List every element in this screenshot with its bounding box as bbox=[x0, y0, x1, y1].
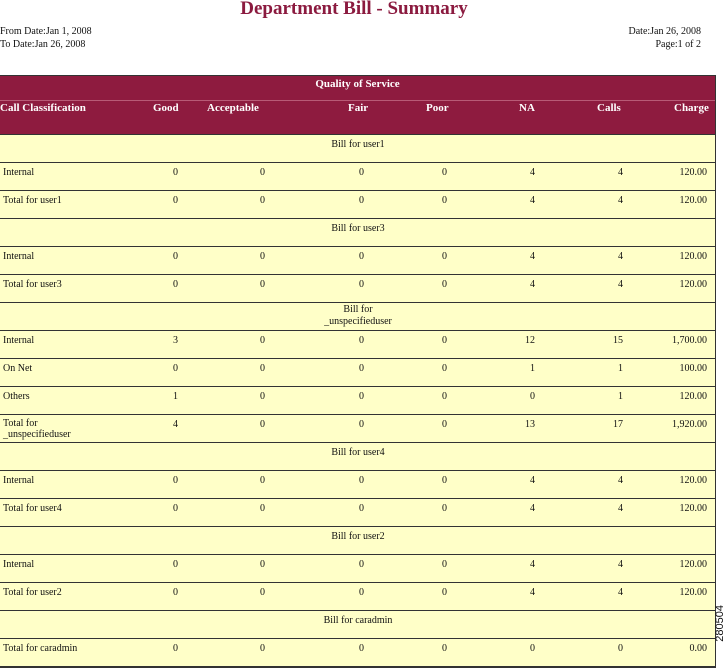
table-row bbox=[0, 163, 715, 191]
table-row bbox=[0, 191, 715, 219]
row-label: On Net bbox=[3, 363, 33, 374]
cell-charge: 1,700.00 bbox=[672, 335, 707, 346]
cell-calls: 1 bbox=[618, 391, 623, 402]
cell-calls: 4 bbox=[618, 559, 623, 570]
column-header-charge: Charge bbox=[674, 102, 709, 114]
cell-calls: 4 bbox=[618, 167, 623, 178]
group-header bbox=[0, 219, 715, 247]
table-row bbox=[0, 583, 715, 611]
cell-poor: 0 bbox=[442, 475, 447, 486]
cell-good: 4 bbox=[173, 419, 178, 430]
cell-good: 1 bbox=[173, 391, 178, 402]
cell-fair: 0 bbox=[359, 419, 364, 430]
date-range bbox=[0, 25, 92, 51]
row-label: Total for user1 bbox=[3, 195, 62, 206]
cell-poor: 0 bbox=[442, 251, 447, 262]
cell-calls: 0 bbox=[618, 643, 623, 654]
row-label: Others bbox=[3, 391, 30, 402]
cell-fair: 0 bbox=[359, 335, 364, 346]
group-header bbox=[0, 135, 715, 163]
cell-fair: 0 bbox=[359, 587, 364, 598]
cell-charge: 1,920.00 bbox=[672, 419, 707, 430]
cell-na: 1 bbox=[530, 363, 535, 374]
cell-charge: 120.00 bbox=[679, 559, 707, 570]
row-label: Internal bbox=[3, 335, 35, 346]
cell-acceptable: 0 bbox=[260, 363, 265, 374]
cell-good: 0 bbox=[173, 643, 178, 654]
cell-charge: 120.00 bbox=[679, 587, 707, 598]
row-label: Total for _unspecifieduser bbox=[3, 418, 71, 440]
column-header-fair: Fair bbox=[348, 102, 369, 114]
page-indicator: Page:1 of 2 bbox=[655, 39, 701, 50]
table-row bbox=[0, 359, 715, 387]
cell-poor: 0 bbox=[442, 419, 447, 430]
group-title: Bill for _unspecifieduser bbox=[324, 304, 392, 327]
cell-good: 0 bbox=[173, 503, 178, 514]
cell-fair: 0 bbox=[359, 363, 364, 374]
from-date: From Date:Jan 1, 2008 bbox=[0, 26, 92, 37]
group-title: Bill for user2 bbox=[331, 531, 385, 542]
cell-good: 0 bbox=[173, 251, 178, 262]
cell-na: 4 bbox=[530, 195, 535, 206]
cell-poor: 0 bbox=[442, 279, 447, 290]
row-label: Internal bbox=[3, 251, 35, 262]
column-header-row bbox=[0, 101, 715, 135]
group-title: Bill for user1 bbox=[331, 139, 385, 150]
row-label: Internal bbox=[3, 559, 35, 570]
cell-na: 13 bbox=[525, 419, 535, 430]
cell-fair: 0 bbox=[359, 251, 364, 262]
column-header-good: Good bbox=[153, 102, 179, 114]
cell-fair: 0 bbox=[359, 195, 364, 206]
cell-na: 4 bbox=[530, 559, 535, 570]
row-label: Total for user2 bbox=[3, 587, 62, 598]
cell-charge: 120.00 bbox=[679, 279, 707, 290]
column-header-na: NA bbox=[519, 102, 535, 114]
row-label: Internal bbox=[3, 475, 35, 486]
cell-calls: 4 bbox=[618, 503, 623, 514]
cell-good: 0 bbox=[173, 559, 178, 570]
table-row bbox=[0, 247, 715, 275]
row-label: Total for caradmin bbox=[3, 643, 78, 654]
figure-code: 280504 bbox=[714, 605, 726, 642]
cell-calls: 1 bbox=[618, 363, 623, 374]
cell-charge: 120.00 bbox=[679, 167, 707, 178]
cell-na: 4 bbox=[530, 167, 535, 178]
cell-acceptable: 0 bbox=[260, 475, 265, 486]
cell-good: 0 bbox=[173, 279, 178, 290]
cell-na: 4 bbox=[530, 279, 535, 290]
cell-charge: 0.00 bbox=[689, 643, 707, 654]
cell-poor: 0 bbox=[442, 167, 447, 178]
group-header bbox=[0, 611, 715, 639]
bill-groups bbox=[0, 135, 715, 667]
cell-acceptable: 0 bbox=[260, 279, 265, 290]
cell-calls: 4 bbox=[618, 279, 623, 290]
quality-of-service-header: Quality of Service bbox=[0, 76, 715, 101]
table-row bbox=[0, 555, 715, 583]
cell-acceptable: 0 bbox=[260, 335, 265, 346]
table-row bbox=[0, 499, 715, 527]
group-title: Bill for user3 bbox=[331, 223, 385, 234]
report-date: Date:Jan 26, 2008 bbox=[628, 26, 701, 37]
cell-poor: 0 bbox=[442, 195, 447, 206]
cell-charge: 120.00 bbox=[679, 195, 707, 206]
cell-good: 0 bbox=[173, 475, 178, 486]
row-label: Internal bbox=[3, 167, 35, 178]
cell-fair: 0 bbox=[359, 503, 364, 514]
cell-good: 0 bbox=[173, 195, 178, 206]
cell-poor: 0 bbox=[442, 335, 447, 346]
cell-acceptable: 0 bbox=[260, 419, 265, 430]
group-title: Bill for caradmin bbox=[323, 615, 393, 626]
cell-acceptable: 0 bbox=[260, 587, 265, 598]
cell-fair: 0 bbox=[359, 279, 364, 290]
cell-good: 3 bbox=[173, 335, 178, 346]
row-label: Total for user3 bbox=[3, 279, 62, 290]
group-header bbox=[0, 303, 715, 331]
cell-calls: 4 bbox=[618, 195, 623, 206]
cell-fair: 0 bbox=[359, 167, 364, 178]
cell-na: 4 bbox=[530, 587, 535, 598]
column-header-poor: Poor bbox=[426, 102, 449, 114]
cell-fair: 0 bbox=[359, 391, 364, 402]
cell-charge: 120.00 bbox=[679, 251, 707, 262]
cell-acceptable: 0 bbox=[260, 391, 265, 402]
cell-good: 0 bbox=[173, 167, 178, 178]
cell-na: 4 bbox=[530, 503, 535, 514]
cell-calls: 15 bbox=[613, 335, 623, 346]
cell-acceptable: 0 bbox=[260, 195, 265, 206]
table-row bbox=[0, 331, 715, 359]
report-info bbox=[629, 25, 702, 51]
cell-calls: 17 bbox=[613, 419, 623, 430]
row-label: Total for user4 bbox=[3, 503, 62, 514]
cell-calls: 4 bbox=[618, 587, 623, 598]
table-row bbox=[0, 387, 715, 415]
cell-acceptable: 0 bbox=[260, 503, 265, 514]
cell-calls: 4 bbox=[618, 251, 623, 262]
cell-fair: 0 bbox=[359, 475, 364, 486]
cell-charge: 100.00 bbox=[679, 363, 707, 374]
column-header-acceptable: Acceptable bbox=[207, 102, 259, 114]
cell-charge: 120.00 bbox=[679, 503, 707, 514]
cell-acceptable: 0 bbox=[260, 643, 265, 654]
column-header-call-classification: Call Classification bbox=[0, 102, 86, 114]
cell-acceptable: 0 bbox=[260, 251, 265, 262]
cell-na: 12 bbox=[525, 335, 535, 346]
cell-good: 0 bbox=[173, 587, 178, 598]
cell-charge: 120.00 bbox=[679, 391, 707, 402]
table-row bbox=[0, 471, 715, 499]
group-header bbox=[0, 527, 715, 555]
cell-na: 4 bbox=[530, 251, 535, 262]
group-header bbox=[0, 443, 715, 471]
report-title: Department Bill - Summary bbox=[240, 0, 468, 19]
cell-na: 0 bbox=[530, 643, 535, 654]
column-header-calls: Calls bbox=[597, 102, 621, 114]
cell-fair: 0 bbox=[359, 559, 364, 570]
cell-acceptable: 0 bbox=[260, 559, 265, 570]
cell-poor: 0 bbox=[442, 363, 447, 374]
cell-poor: 0 bbox=[442, 643, 447, 654]
cell-calls: 4 bbox=[618, 475, 623, 486]
cell-good: 0 bbox=[173, 363, 178, 374]
cell-poor: 0 bbox=[442, 391, 447, 402]
table-row bbox=[0, 275, 715, 303]
table-row bbox=[0, 639, 715, 667]
cell-poor: 0 bbox=[442, 587, 447, 598]
cell-poor: 0 bbox=[442, 559, 447, 570]
cell-na: 0 bbox=[530, 391, 535, 402]
table-row bbox=[0, 415, 715, 443]
cell-charge: 120.00 bbox=[679, 475, 707, 486]
cell-poor: 0 bbox=[442, 503, 447, 514]
group-title: Bill for user4 bbox=[331, 447, 385, 458]
cell-acceptable: 0 bbox=[260, 167, 265, 178]
to-date: To Date:Jan 26, 2008 bbox=[0, 39, 86, 50]
cell-na: 4 bbox=[530, 475, 535, 486]
summary-table bbox=[0, 75, 716, 668]
cell-fair: 0 bbox=[359, 643, 364, 654]
